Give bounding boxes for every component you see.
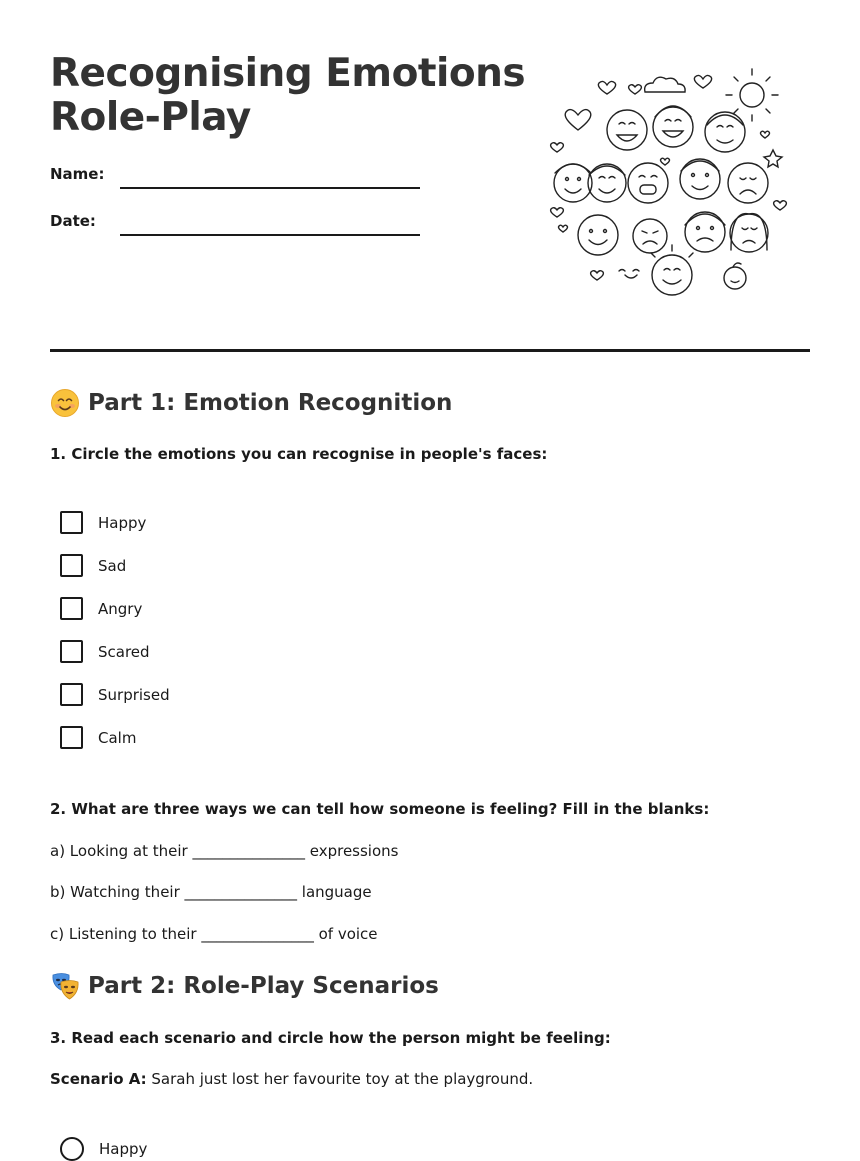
question-1: 1. Circle the emotions you can recognise in people's faces: xyxy=(50,445,548,463)
part-1-heading-text: Part 1: Emotion Recognition xyxy=(88,390,453,416)
date-field[interactable] xyxy=(120,234,420,236)
scenario-a-label: Scenario A: xyxy=(50,1070,147,1088)
fill-blank-b[interactable]: b) Watching their _______________ language xyxy=(50,883,372,901)
date-label: Date: xyxy=(50,212,96,230)
header-divider xyxy=(50,349,810,352)
name-field[interactable] xyxy=(120,187,420,189)
option-label: Calm xyxy=(98,728,137,747)
emotion-option-angry[interactable] xyxy=(60,597,142,620)
emotion-option-calm[interactable] xyxy=(60,726,136,749)
question-3: 3. Read each scenario and circle how the person might be feeling: xyxy=(50,1029,611,1047)
name-label: Name: xyxy=(50,165,105,183)
emotion-option-happy[interactable] xyxy=(60,511,146,534)
emotion-option-surprised[interactable] xyxy=(60,683,170,706)
part-2-heading-text: Part 2: Role-Play Scenarios xyxy=(88,973,439,999)
checkbox[interactable] xyxy=(60,554,83,577)
option-label: Happy xyxy=(99,1140,148,1158)
star-icon xyxy=(764,150,782,167)
performing-arts-icon xyxy=(50,971,80,1001)
checkbox[interactable] xyxy=(60,597,83,620)
checkbox[interactable] xyxy=(60,640,83,663)
radio-circle[interactable] xyxy=(60,1137,84,1161)
scenario-a xyxy=(50,1070,533,1088)
checkbox[interactable] xyxy=(60,726,83,749)
emotion-option-sad[interactable] xyxy=(60,554,126,577)
face-row-3 xyxy=(578,212,768,255)
scenario-a-option-happy[interactable] xyxy=(60,1137,147,1161)
smiling-face-icon xyxy=(50,388,80,418)
fill-blank-c[interactable]: c) Listening to their _______________ of voice xyxy=(50,925,378,943)
face-row-2 xyxy=(554,159,768,203)
checkbox[interactable] xyxy=(60,683,83,706)
checkbox[interactable] xyxy=(60,511,83,534)
face-row-1 xyxy=(607,106,745,152)
face-row-4 xyxy=(619,245,746,295)
title-line-2: Role-Play xyxy=(50,95,251,140)
scenario-a-text: Sarah just lost her favourite toy at the playground. xyxy=(151,1070,534,1088)
option-label: Surprised xyxy=(98,685,170,704)
page-title xyxy=(50,52,525,140)
sun-icon xyxy=(726,69,778,121)
question-2: 2. What are three ways we can tell how someone is feeling? Fill in the blanks: xyxy=(50,800,710,818)
option-label: Sad xyxy=(98,556,127,575)
cloud-icon xyxy=(645,77,685,92)
option-label: Scared xyxy=(98,642,150,661)
option-label: Happy xyxy=(98,513,147,532)
emotion-faces-doodle-icon xyxy=(545,65,795,305)
part-2-heading xyxy=(50,971,439,1001)
emotion-option-scared[interactable] xyxy=(60,640,150,663)
part-1-heading xyxy=(50,388,452,418)
fill-blank-a[interactable]: a) Looking at their _______________ expressions xyxy=(50,842,399,860)
option-label: Angry xyxy=(98,599,143,618)
title-line-1: Recognising Emotions xyxy=(50,51,526,96)
